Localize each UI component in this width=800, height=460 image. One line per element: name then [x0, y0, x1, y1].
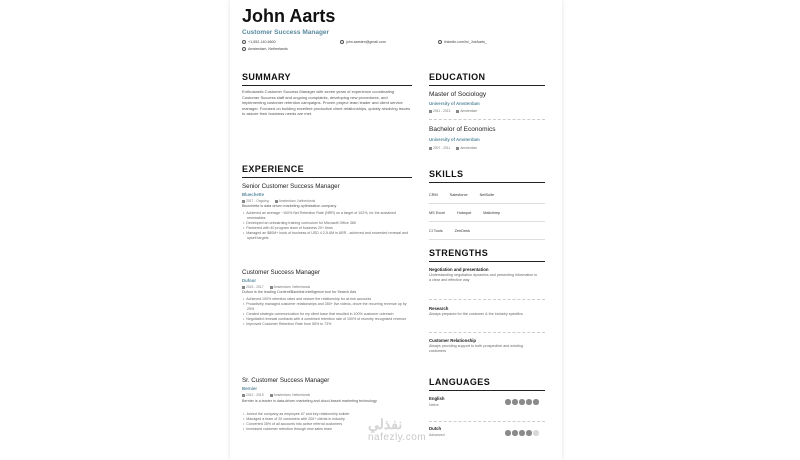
skill-tag: Salesforce — [449, 192, 468, 197]
watermark-text: nafezly.com — [368, 432, 427, 443]
job-description: Bernier is a leader in data-driven marketing and cloud-based marketing technology — [242, 399, 377, 403]
skills-list — [429, 186, 545, 240]
job-meta: 2017 - Ongoing Amsterdam, Netherlands — [242, 199, 315, 203]
location-pin-icon — [456, 110, 459, 113]
at-icon — [340, 40, 344, 44]
languages-heading: LANGUAGES — [429, 377, 491, 387]
education-meta: 2007 - 2011 Amsterdam — [429, 146, 477, 150]
language-name: Dutch — [429, 426, 442, 431]
watermark-arabic: نفذلي — [368, 416, 403, 432]
rating-dot — [526, 430, 532, 436]
calendar-icon — [242, 200, 245, 203]
skills-divider — [429, 182, 545, 183]
skill-tag: Mailchimp — [483, 210, 501, 215]
candidate-role: Customer Success Manager — [242, 29, 330, 36]
summary-divider — [242, 85, 412, 86]
degree-title: Bachelor of Economics — [429, 126, 496, 133]
skill-tag: ZenDesk — [454, 228, 470, 233]
skill-tag: CRM — [429, 192, 438, 197]
experience-divider — [242, 177, 412, 178]
university-name: University of Amsterdam — [429, 137, 480, 142]
language-separator — [429, 421, 545, 422]
language-rating — [505, 430, 539, 436]
rating-dot — [512, 430, 518, 436]
rating-dot — [533, 399, 539, 405]
language-name: English — [429, 396, 445, 401]
skill-tag: Hubspot — [457, 210, 472, 215]
list-item: • Converted 35% of all accounts into active referral customers — [247, 422, 412, 427]
job-title: Sr. Customer Success Manager — [242, 377, 330, 384]
resume-page — [230, 0, 562, 460]
skill-tag: CI Tools — [429, 228, 443, 233]
job-title: Senior Customer Success Manager — [242, 183, 340, 190]
list-item: • Partnered with 40 program team of business 20+ firms — [247, 226, 412, 231]
list-item: • Achieved 100% retention rates and restore the relationship for at-risk accounts — [247, 297, 412, 302]
strength-desc: Understanding negotiation dynamics and presenting information in a clear and effective way — [429, 273, 538, 282]
location-pin-icon — [275, 200, 278, 203]
location-pin-icon — [270, 286, 273, 289]
skill-tag: NetSuite — [479, 192, 495, 197]
strength-separator — [429, 332, 545, 333]
strength-name: Customer Relationship — [429, 338, 477, 343]
rating-dot — [512, 399, 518, 405]
list-item: • Managed a team of 20 customers with 200+ clients in industry — [247, 417, 412, 422]
language-level: Advanced — [429, 433, 445, 437]
job-bullets — [242, 211, 412, 241]
skills-heading: SKILLS — [429, 169, 464, 179]
job-company: Bernier — [242, 386, 258, 391]
list-item: • Negotiated renewal contracts with a combined retention rate of 100% of recently recognized revenue — [247, 317, 412, 322]
language-rating — [505, 399, 539, 405]
calendar-icon — [429, 110, 432, 113]
location-contact: Amsterdam, Netherlands — [242, 47, 288, 51]
rating-dot — [519, 399, 525, 405]
job-company: Dufour — [242, 278, 257, 283]
skill-row — [429, 204, 545, 222]
rating-dot — [526, 399, 532, 405]
location-pin-icon — [270, 394, 273, 397]
job-description: Bluechette is data driven marketing optimization company — [242, 204, 337, 208]
email-contact[interactable]: john.aarsten@gmail.com — [340, 40, 386, 44]
list-item: • Proactively managed customer relationships and 350+ live videos, drove the recurring revenue up by 25% — [247, 302, 412, 312]
strength-name: Research — [429, 306, 449, 311]
education-divider — [429, 85, 545, 86]
calendar-icon — [242, 394, 245, 397]
list-item: • Achieved an average ~100% Net Retention Rate (NRR) on a target of 102%, for the sustained renewables — [247, 211, 412, 221]
strength-name: Negotiation and presentation — [429, 267, 489, 272]
language-level: Native — [429, 403, 439, 407]
location-pin-icon — [456, 147, 459, 150]
link-icon — [438, 40, 442, 44]
strengths-divider — [429, 261, 545, 262]
degree-title: Master of Sociology — [429, 91, 487, 98]
phone-icon — [242, 40, 246, 44]
list-item: • Managed an $80M+ book of business of USD 4.2-5.6M in ARR - achieved and exceeded renewal and upsell targets — [247, 231, 412, 241]
education-meta: 2011 - 2013 Amsterdam — [429, 109, 477, 113]
summary-text: Enthusiastic Customer Success Manager with seven years of experience coordinating Customer Success staff and ongoing complaints, developing new procedures, and implementing customer retention campaigns. Proven project team leader and client service manager. Focused on building excellent productive client relationships, quickly resolving issues to assure their business needs are met. — [242, 89, 411, 117]
skill-row — [429, 222, 545, 240]
skill-row — [429, 186, 545, 204]
list-item: • Increased customer retention through new sales team — [247, 427, 412, 432]
linkedin-contact[interactable]: linkedin.com/in/_JoeAarts_ — [438, 40, 487, 44]
calendar-icon — [429, 147, 432, 150]
job-meta: 2015 - 2017 Amsterdam, Netherlands — [242, 285, 310, 289]
strength-separator — [429, 299, 545, 300]
strength-desc: Always prepared for the customer & the industry specifics — [429, 312, 523, 316]
education-separator — [429, 119, 545, 120]
list-item: • Created strategic communication for my client base that resulted in 100% customer outreach — [247, 312, 412, 317]
phone-contact: +1-952-140-6600 — [242, 40, 276, 44]
job-title: Customer Success Manager — [242, 269, 321, 276]
job-company: Bluechette — [242, 192, 264, 197]
strength-desc: Always providing support to both prospective and existing customers — [429, 344, 523, 353]
rating-dot — [519, 430, 525, 436]
rating-dot — [505, 399, 511, 405]
strengths-heading: STRENGTHS — [429, 248, 489, 258]
languages-divider — [429, 390, 545, 391]
candidate-name: John Aarts — [242, 6, 336, 26]
job-bullets — [242, 297, 412, 327]
list-item: • Improved Customer Retention Rate from 55% to 73% — [247, 322, 412, 327]
rating-dot — [533, 430, 539, 436]
summary-heading: SUMMARY — [242, 72, 291, 82]
location-pin-icon — [242, 47, 246, 51]
education-heading: EDUCATION — [429, 72, 486, 82]
calendar-icon — [242, 286, 245, 289]
experience-heading: EXPERIENCE — [242, 164, 305, 174]
university-name: University of Amsterdam — [429, 101, 480, 106]
skill-tag: MS Excel — [429, 210, 446, 215]
list-item: • Joined the company as employee #7 and key relationship builder — [247, 412, 412, 417]
job-meta: 2012 - 2015 Amsterdam, Netherlands — [242, 393, 310, 397]
list-item: • Developed an onboarding training curriculum for Microsoft Office 365 — [247, 221, 412, 226]
job-description: Dufour is the leading Content/Backlink intelligence tool for Search Ads — [242, 290, 357, 294]
rating-dot — [505, 430, 511, 436]
